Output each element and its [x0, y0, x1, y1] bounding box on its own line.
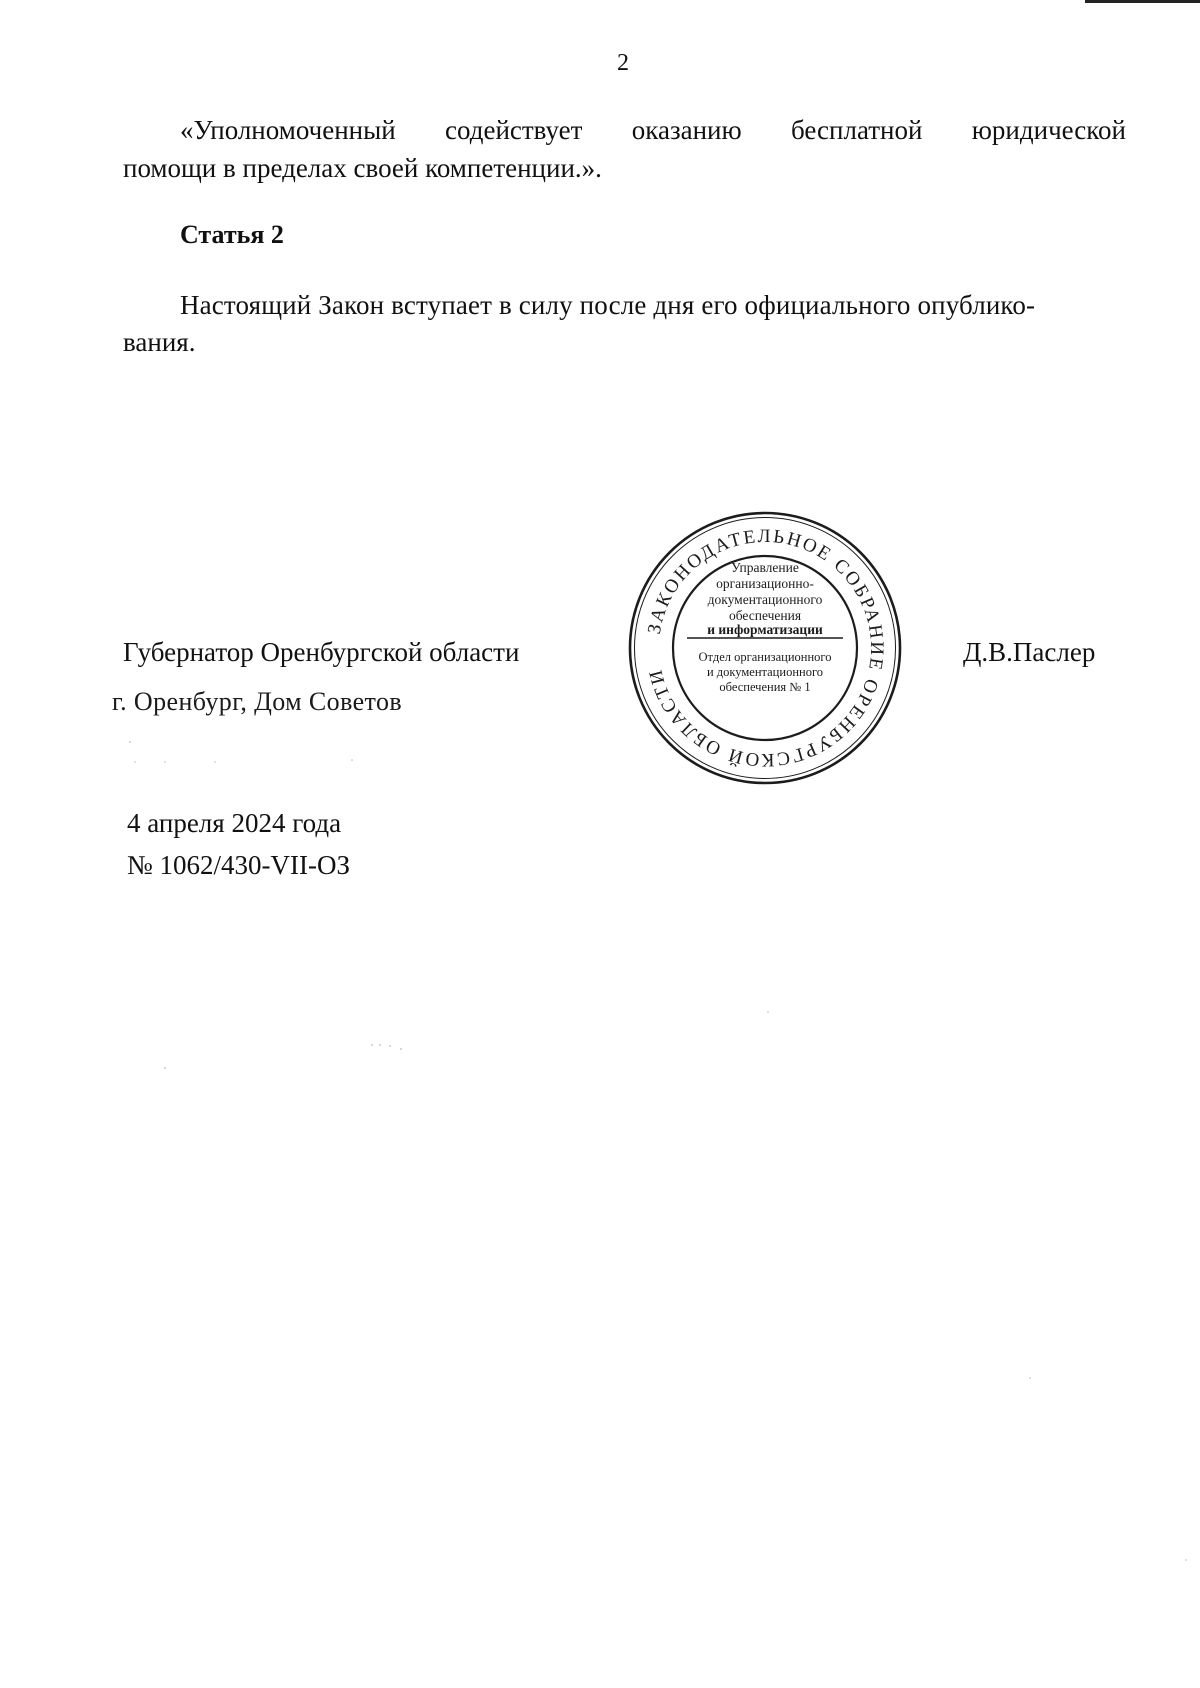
stamp-inner-line-1: Управление: [731, 560, 799, 575]
stamp-inner-line-2: организационно-: [716, 576, 814, 591]
article-heading: Статья 2: [180, 220, 284, 249]
signatory-name: Д.В.Паслер: [963, 637, 1096, 667]
quote-text-line-1: «Уполномоченный содействует оказанию бесплатной юридической: [180, 115, 1126, 145]
stamp-ring-text: ЗАКОНОДАТЕЛЬНОЕ СОБРАНИЕ ОРЕНБУРГСКОЙ ОБЛАСТИ: [643, 525, 888, 771]
stamp-dept-line-2: и документационного: [706, 665, 824, 679]
stamp-inner-line-4: обеспечения: [728, 608, 802, 623]
stamp-inner-line-3: документационного: [707, 592, 823, 607]
stamp-dept-line-3: обеспечения № 1: [719, 680, 811, 694]
stamp-dept-line-1: Отдел организационного: [698, 650, 832, 664]
law-number: № 1062/430-VII-ОЗ: [127, 850, 351, 880]
signing-place: г. Оренбург, Дом Советов: [112, 687, 403, 716]
law-date: 4 апреля 2024 года: [127, 808, 342, 838]
quote-text-line-2: помощи в пределах своей компетенции.».: [123, 153, 602, 183]
signatory-title: Губернатор Оренбургской области: [123, 637, 520, 667]
article-text-line-1: Настоящий Закон вступает в силу после дня его официального опублико-: [180, 290, 1036, 320]
page-number: 2: [617, 50, 629, 76]
stamp-inner-line-5: и информатизации: [707, 622, 823, 637]
article-text-line-2: вания.: [123, 327, 196, 357]
